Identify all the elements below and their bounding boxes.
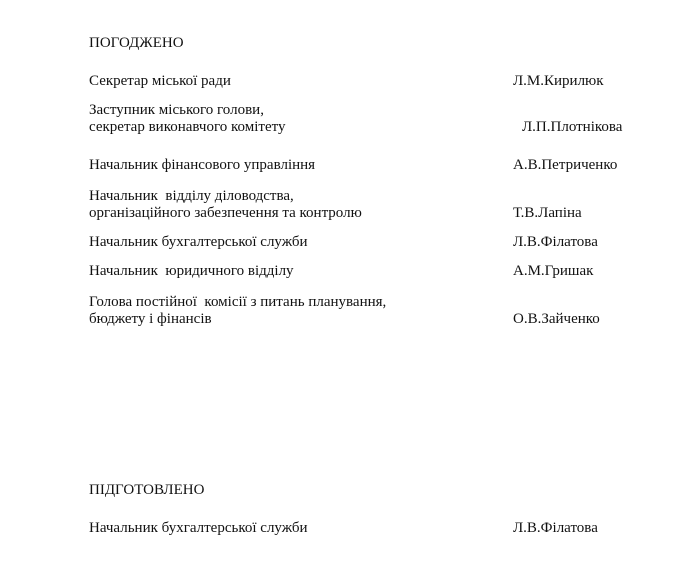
- signatory-name: А.В.Петриченко: [513, 157, 618, 173]
- signatory-row: [89, 50, 649, 90]
- signatory-position: Начальник фінансового управління: [89, 157, 316, 173]
- approved-heading: ПОГОДЖЕНО: [89, 35, 184, 51]
- signatory-position: Начальник відділу діловодства, організаційного забезпечення та контролю: [89, 188, 362, 221]
- signatory-name: Л.М.Кирилюк: [513, 73, 604, 89]
- signatory-position: Начальник бухгалтерської служби: [89, 234, 308, 250]
- signatory-row: [89, 134, 649, 174]
- signatory-row: [89, 96, 649, 136]
- signatory-name: О.В.Зайченко: [513, 311, 600, 327]
- signatory-row: [89, 240, 649, 280]
- signatory-name: Л.П.Плотнікова: [522, 119, 623, 135]
- signatory-position: Начальник юридичного відділу: [89, 263, 294, 279]
- signatory-position: Секретар міської ради: [89, 73, 231, 89]
- signatory-name: Л.В.Філатова: [513, 234, 598, 250]
- signatory-position: Голова постійної комісії з питань планування, бюджету і фінансів: [89, 294, 387, 327]
- signatory-name: Л.В.Філатова: [513, 520, 598, 536]
- signatory-row: [89, 497, 649, 537]
- signatory-name: А.М.Гришак: [513, 263, 594, 279]
- signatory-position: Начальник бухгалтерської служби: [89, 520, 308, 536]
- prepared-heading: ПІДГОТОВЛЕНО: [89, 482, 205, 498]
- signatory-name: Т.В.Лапіна: [513, 205, 582, 221]
- signatory-row: [89, 288, 649, 328]
- signatory-position: Заступник міського голови, секретар виконавчого комітету: [89, 102, 286, 135]
